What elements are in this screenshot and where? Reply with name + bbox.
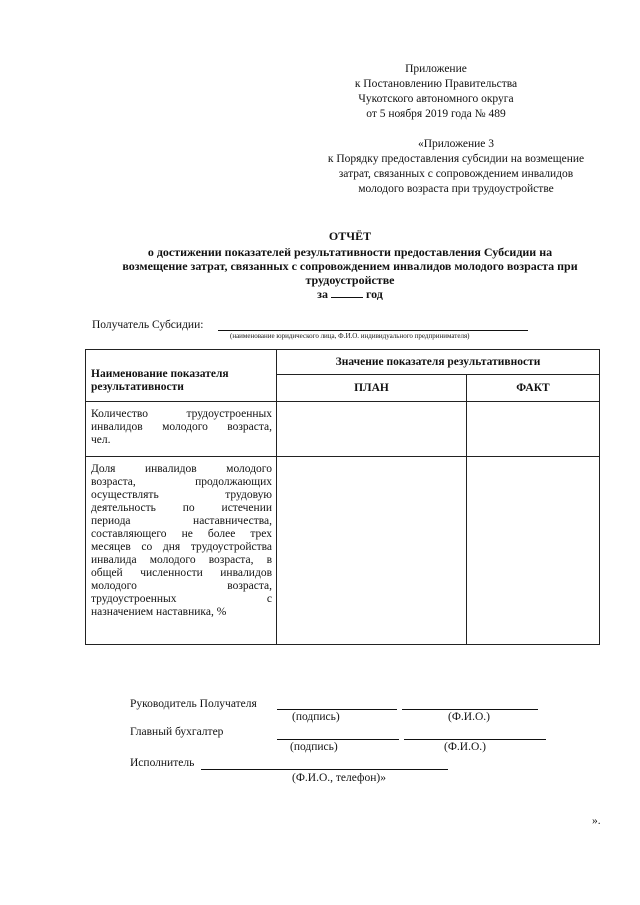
row-text-line: чел. bbox=[91, 434, 111, 446]
closing-mark: ». bbox=[592, 815, 601, 827]
row-text-line: трудоустроенных с bbox=[91, 593, 272, 605]
row-text-line: инвалида молодого возраста, в bbox=[91, 554, 272, 566]
head-label: Руководитель Получателя bbox=[130, 698, 257, 710]
report-year-prefix: за bbox=[317, 287, 328, 301]
table-header-indicator bbox=[86, 350, 277, 402]
table-row bbox=[86, 457, 600, 645]
appendix3-header-line: «Приложение 3 bbox=[417, 138, 495, 150]
recipient-field[interactable] bbox=[218, 330, 528, 331]
table-cell-fact[interactable] bbox=[467, 402, 600, 457]
appendix-header-line: Приложение bbox=[405, 63, 467, 75]
accountant-label: Главный бухгалтер bbox=[130, 726, 224, 738]
table-header-plan: ПЛАН bbox=[277, 375, 467, 402]
row-text-line: осуществлять трудовую bbox=[91, 489, 272, 501]
appendix-header bbox=[330, 62, 542, 122]
appendix-header-line: от 5 ноября 2019 года № 489 bbox=[366, 108, 506, 120]
report-title bbox=[60, 229, 640, 301]
appendix3-header-line: затрат, связанных с сопровождением инвалидов bbox=[338, 168, 574, 180]
executor-field[interactable] bbox=[201, 769, 448, 770]
row-text-line: месяцев со дня трудоустройства bbox=[91, 541, 272, 553]
accountant-fio-caption: (Ф.И.О.) bbox=[444, 741, 486, 753]
row-text-line: Количество трудоустроенных bbox=[91, 408, 272, 420]
executor-caption: (Ф.И.О., телефон)» bbox=[292, 772, 386, 784]
head-fio-field[interactable] bbox=[402, 709, 538, 710]
report-year-field[interactable] bbox=[331, 297, 363, 298]
appendix3-header bbox=[300, 137, 612, 197]
row-text-line: составляющего не более трех bbox=[91, 528, 272, 540]
indicators-table bbox=[85, 349, 600, 645]
table-header-value: Значение показателя результативности bbox=[277, 350, 600, 375]
row-text-line: периода наставничества, bbox=[91, 515, 272, 527]
report-title-main: ОТЧЁТ bbox=[328, 229, 372, 243]
report-title-line: о достижении показателей результативности предоставления Субсидии на bbox=[147, 245, 553, 259]
appendix3-header-line: к Порядку предоставления субсидии на возмещение bbox=[327, 153, 585, 165]
recipient-label: Получатель Субсидии: bbox=[92, 319, 204, 331]
table-row bbox=[86, 402, 600, 457]
head-signature-field[interactable] bbox=[277, 709, 397, 710]
table-row-indicator bbox=[86, 457, 277, 645]
row-text-line: общей численности инвалидов bbox=[91, 567, 272, 579]
appendix3-header-line: молодого возраста при трудоустройстве bbox=[358, 183, 554, 195]
accountant-signature-field[interactable] bbox=[277, 739, 399, 740]
row-text-line: деятельность по истечении bbox=[91, 502, 272, 514]
head-signature-caption: (подпись) bbox=[292, 711, 340, 723]
report-title-line: трудоустройстве bbox=[305, 273, 395, 287]
accountant-fio-field[interactable] bbox=[404, 739, 546, 740]
table-cell-fact[interactable] bbox=[467, 457, 600, 645]
table-cell-plan[interactable] bbox=[277, 402, 467, 457]
recipient-hint: (наименование юридического лица, Ф.И.О. индивидуального предпринимателя) bbox=[230, 332, 470, 340]
row-text-line: Доля инвалидов молодого bbox=[91, 463, 272, 475]
head-fio-caption: (Ф.И.О.) bbox=[448, 711, 490, 723]
appendix-header-line: Чукотского автономного округа bbox=[358, 93, 514, 105]
report-year-suffix: год bbox=[365, 287, 383, 301]
accountant-signature-caption: (подпись) bbox=[290, 741, 338, 753]
table-header-fact: ФАКТ bbox=[467, 375, 600, 402]
row-text-line: инвалидов молодого возраста, bbox=[91, 421, 272, 433]
row-text-line: возраста, продолжающих bbox=[91, 476, 272, 488]
executor-label: Исполнитель bbox=[130, 757, 195, 769]
appendix-header-line: к Постановлению Правительства bbox=[354, 78, 518, 90]
table-row-indicator bbox=[86, 402, 277, 457]
table-header-indicator-text: Наименование показателя результативности bbox=[91, 367, 229, 393]
report-title-line: возмещение затрат, связанных с сопровождением инвалидов молодого возраста при bbox=[122, 259, 578, 273]
report-year-line bbox=[60, 287, 640, 301]
row-text-line: молодого возраста, bbox=[91, 580, 272, 592]
table-cell-plan[interactable] bbox=[277, 457, 467, 645]
row-text-line: назначением наставника, % bbox=[91, 606, 227, 618]
